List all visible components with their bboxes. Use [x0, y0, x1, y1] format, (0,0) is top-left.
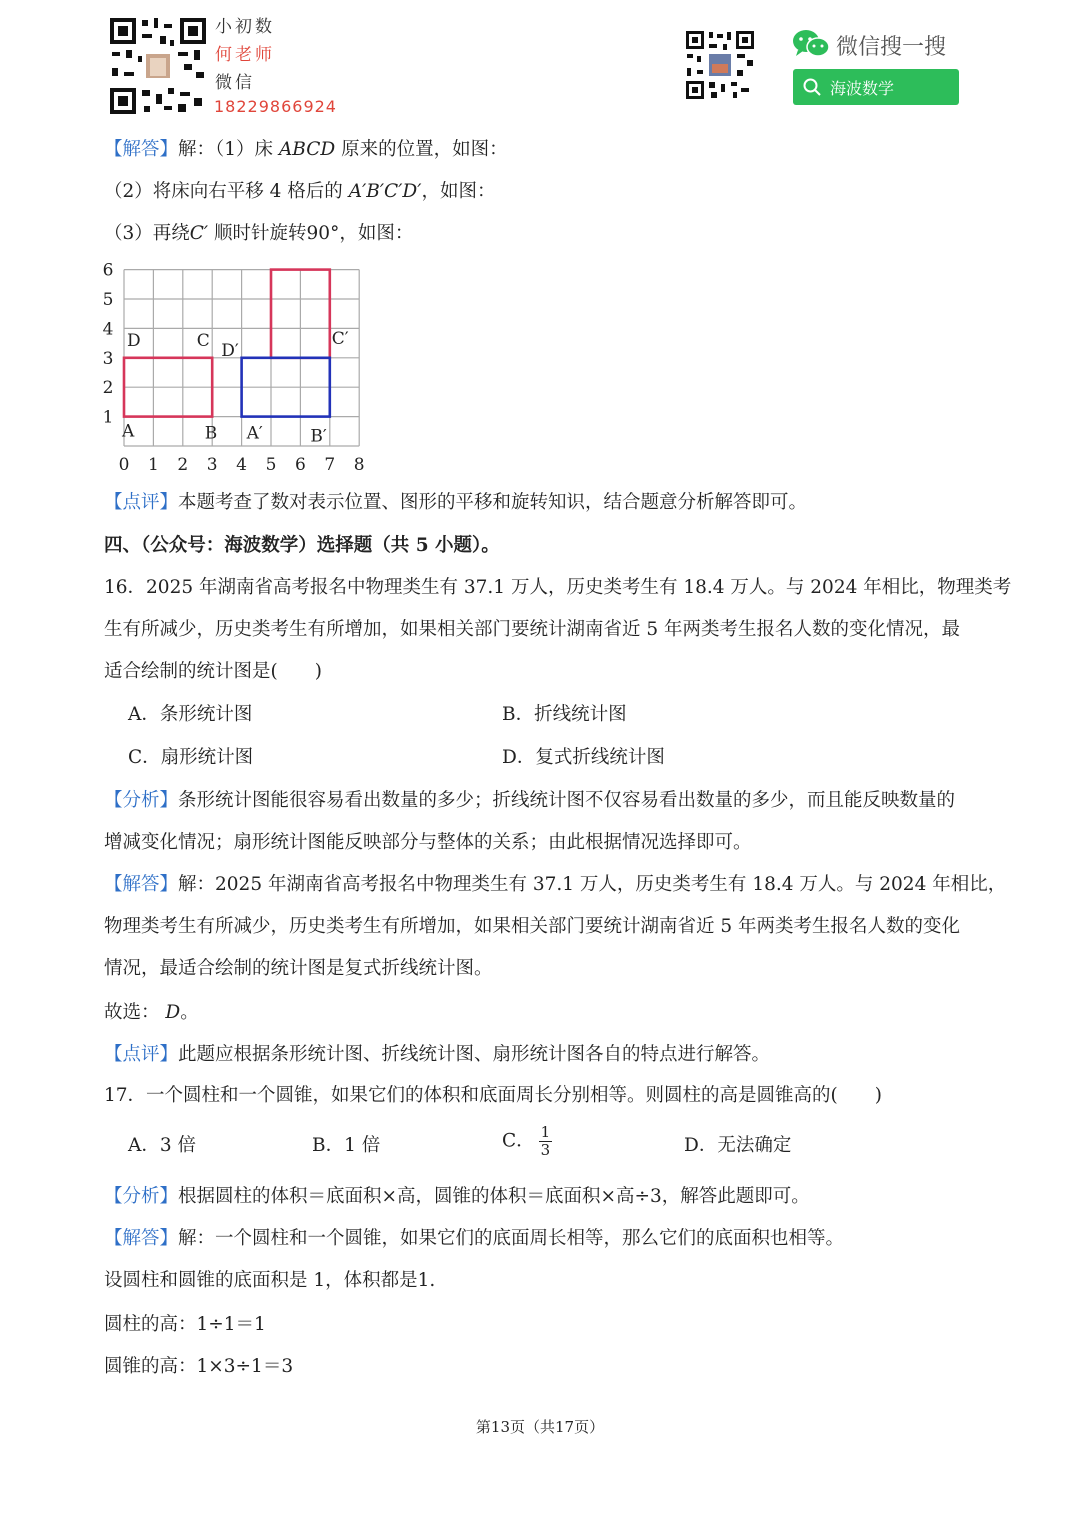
q17-option-a: A．3 倍 — [128, 1135, 197, 1156]
q17-option-d: D．无法确定 — [684, 1135, 792, 1156]
brand-line-2: 何老师 — [215, 45, 275, 65]
x-tick-label: 7 — [324, 455, 336, 475]
q17-analysis — [104, 1185, 810, 1209]
q16-answer-2: 物理类考生有所减少，历史类考生有所增加，如果相关部门要统计湖南省近 5 年两类考生报名人数的变化 — [104, 916, 961, 937]
x-tick-label: 2 — [177, 455, 189, 475]
qr-code-left — [108, 16, 208, 116]
comment-text: 本题考查了数对表示位置、图形的平移和旋转知识，结合题意分析解答即可。 — [178, 492, 808, 513]
answer-text: 解：2025 年湖南省高考报名中物理类生有 37.1 万人，历史类考生有 18.4 万人。与 2024 年相比， — [178, 874, 1007, 895]
analysis-tag: 【分析】 — [104, 790, 179, 811]
var-abcd: ABCD — [278, 139, 336, 160]
x-tick-label: 0 — [118, 455, 130, 475]
var-abcd-prime: A′B′C′D′ — [348, 181, 422, 202]
fraction-one-third — [539, 1124, 553, 1159]
analysis-tag: 【分析】 — [104, 1186, 179, 1207]
q17-answer-1 — [104, 1227, 844, 1251]
wechat-search-button-label: 海波数学 — [830, 78, 895, 98]
search-icon — [802, 77, 822, 97]
q17-option-c — [502, 1124, 552, 1159]
choice-suffix: 。 — [180, 1002, 199, 1023]
answer-text: 顺时针旋转90°，如图： — [214, 223, 414, 244]
answer-text: 原来的位置，如图： — [341, 139, 508, 160]
coordinate-grid-figure — [96, 262, 376, 477]
y-tick-label: 3 — [102, 348, 114, 369]
q17-answer-4: 圆锥的高：1×3÷1＝3 — [104, 1356, 294, 1377]
brand-line-1: 小初数 — [215, 17, 275, 37]
comment-line — [104, 491, 807, 515]
q16-answer-3: 情况，最适合绘制的统计图是复式折线统计图。 — [104, 958, 493, 979]
section-title: 四、（公众号：海波数学）选择题（共 5 小题）。 — [104, 535, 500, 556]
answer-text: （2）将床向右平移 4 格后的 — [104, 181, 343, 202]
y-tick-label: 2 — [102, 378, 114, 399]
y-tick-label: 5 — [102, 290, 114, 310]
q16-stem-3: 适合绘制的统计图是( ) — [104, 661, 322, 682]
q16-analysis-1 — [104, 789, 955, 813]
answer-line-1 — [104, 138, 508, 162]
wechat-search-button[interactable] — [793, 69, 959, 105]
point-label-c: C — [196, 330, 210, 351]
q17-answer-3: 圆柱的高：1÷1＝1 — [104, 1314, 266, 1335]
wechat-search-label: 微信搜一搜 — [836, 35, 947, 60]
option-c-prefix: C． — [502, 1130, 535, 1152]
comment-text: 此题应根据条形统计图、折线统计图、扇形统计图各自的特点进行解答。 — [178, 1044, 771, 1065]
answer-text: ，如图： — [421, 181, 496, 202]
point-label-a: A — [122, 421, 135, 442]
point-label-b: B — [204, 423, 218, 444]
q17-option-b: B．1 倍 — [312, 1135, 381, 1156]
q16-option-c: C．扇形统计图 — [128, 747, 254, 768]
y-tick-label: 4 — [102, 319, 114, 340]
q16-stem-1: 16．2025 年湖南省高考报名中物理类生有 37.1 万人，历史类考生有 18.4 万人。与 2024 年相比，物理类考 — [104, 577, 1012, 598]
q16-option-d: D．复式折线统计图 — [502, 747, 665, 768]
x-tick-label: 8 — [353, 455, 365, 475]
q16-option-b: B．折线统计图 — [502, 704, 627, 725]
q16-analysis-2: 增减变化情况；扇形统计图能反映部分与整体的关系；由此根据情况选择即可。 — [104, 832, 752, 853]
answer-line-2 — [104, 180, 495, 204]
x-tick-label: 1 — [147, 455, 159, 475]
point-label-d: D — [127, 330, 141, 351]
brand-line-3: 微信 — [215, 73, 255, 93]
q17-answer-2: 设圆柱和圆锥的底面积是 1，体积都是1. — [104, 1270, 436, 1291]
choice-prefix: 故选： — [104, 1002, 160, 1023]
y-tick-label: 6 — [102, 262, 114, 281]
x-tick-label: 4 — [236, 455, 248, 475]
q16-answer-1 — [104, 873, 1006, 897]
analysis-text: 根据圆柱的体积＝底面积×高，圆锥的体积＝底面积×高÷3，解答此题即可。 — [178, 1186, 810, 1207]
var-c-prime: C′ — [189, 223, 209, 244]
point-label-c-prime: C′ — [331, 328, 349, 349]
answer-text: 解：一个圆柱和一个圆锥，如果它们的底面周长相等，那么它们的底面积也相等。 — [178, 1228, 845, 1249]
q16-stem-2: 生有所减少，历史类考生有所增加，如果相关部门要统计湖南省近 5 年两类考生报名人数的变化情况，最 — [104, 619, 961, 640]
comment-tag: 【点评】 — [104, 1044, 179, 1065]
choice-value: D — [165, 1002, 181, 1023]
answer-text: 解：（1）床 — [178, 139, 274, 160]
answer-line-3 — [104, 222, 413, 246]
x-tick-label: 6 — [294, 455, 306, 475]
fraction-numerator: 1 — [540, 1123, 551, 1141]
answer-text: （3）再绕 — [104, 223, 190, 244]
fraction-denominator: 3 — [540, 1141, 551, 1159]
point-label-b-prime: B′ — [310, 426, 327, 447]
q16-choice — [104, 1001, 199, 1025]
q16-option-a: A．条形统计图 — [128, 704, 253, 725]
answer-tag: 【解答】 — [104, 1228, 179, 1249]
page-footer: 第13页（共17页） — [475, 1418, 605, 1436]
x-tick-label: 3 — [206, 455, 218, 475]
point-label-d-prime: D′ — [221, 340, 239, 361]
y-tick-label: 1 — [102, 407, 114, 428]
comment-tag: 【点评】 — [104, 492, 179, 513]
point-label-a-prime: A′ — [246, 423, 263, 444]
q17-stem: 17．一个圆柱和一个圆锥，如果它们的体积和底面周长分别相等。则圆柱的高是圆锥高的( ) — [104, 1085, 882, 1106]
q16-comment — [104, 1043, 770, 1067]
phone-number: 18229866924 — [214, 97, 337, 116]
x-tick-label: 5 — [265, 455, 277, 475]
answer-tag: 【解答】 — [104, 874, 179, 895]
answer-tag: 【解答】 — [104, 139, 179, 160]
qr-code-right — [685, 30, 755, 100]
analysis-text: 条形统计图能很容易看出数量的多少；折线统计图不仅容易看出数量的多少，而且能反映数量的 — [178, 790, 956, 811]
wechat-logo-icon — [792, 28, 830, 60]
